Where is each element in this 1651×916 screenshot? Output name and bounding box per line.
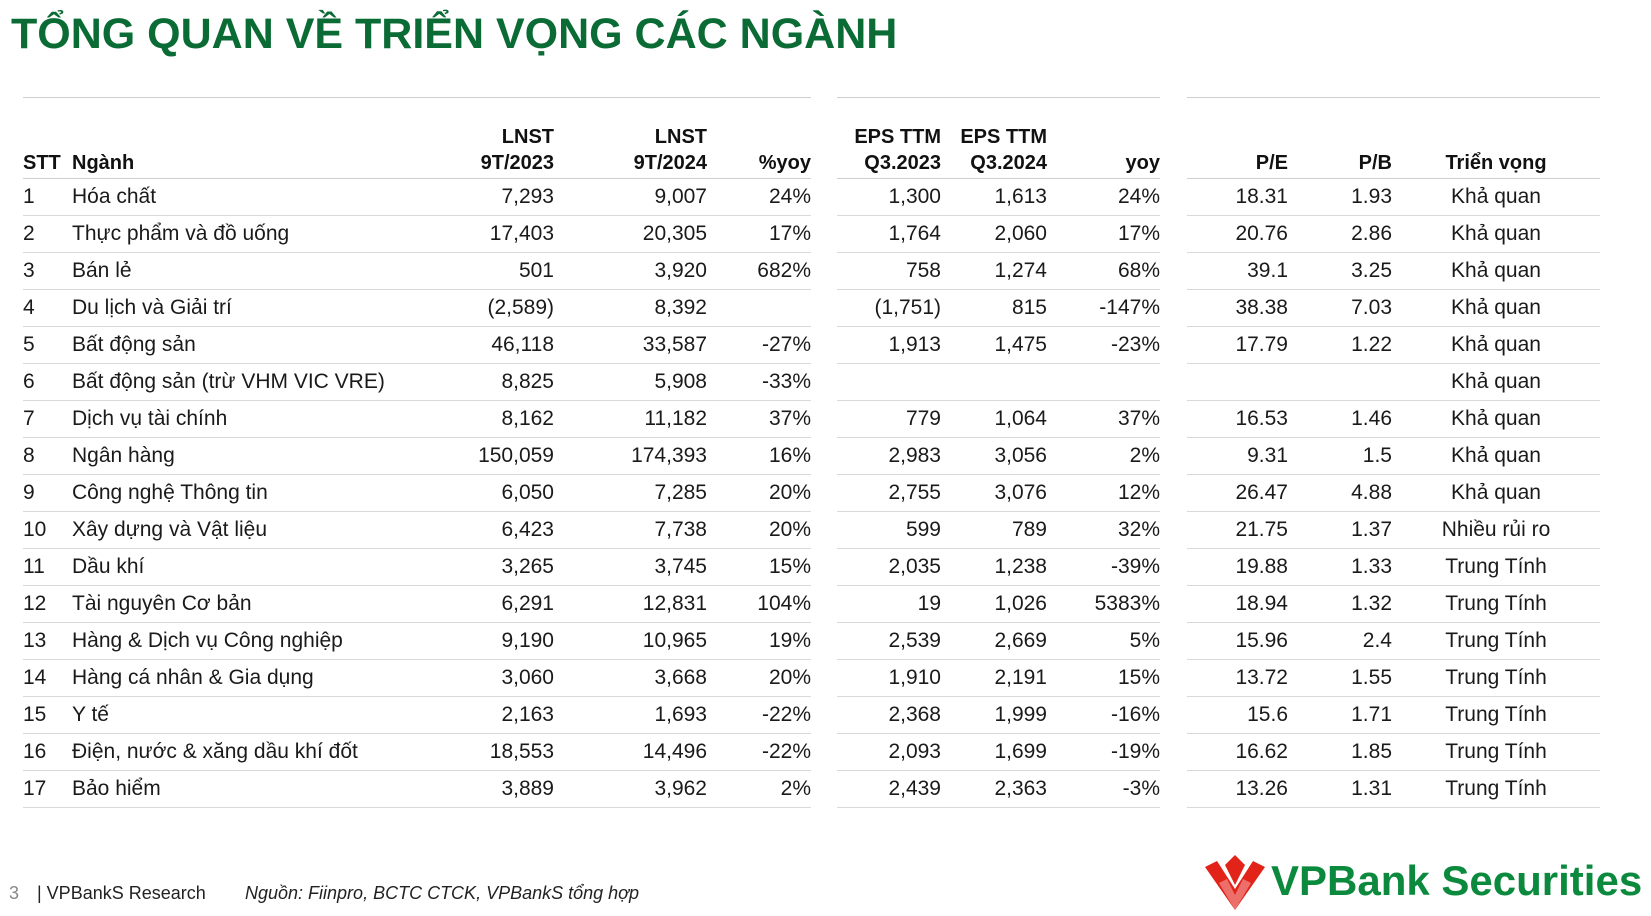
table-row (1187, 179, 1600, 216)
col-yoy-profit: %yoy (707, 122, 811, 179)
cell-sector: Công nghệ Thông tin (72, 475, 450, 512)
col-lnst-2024: LNST 9T/2024 (554, 122, 707, 179)
cell-eps-2023: 19 (837, 586, 941, 623)
cell-pe: 21.75 (1187, 512, 1288, 549)
cell-yoy-eps: 5383% (1047, 586, 1160, 623)
col-eps-2023: EPS TTM Q3.2023 (837, 122, 941, 179)
cell-eps-2023: 2,368 (837, 697, 941, 734)
table-row (23, 771, 811, 808)
cell-eps-2023: 599 (837, 512, 941, 549)
cell-eps-2024: 1,475 (941, 327, 1047, 364)
cell-eps-2023: 1,300 (837, 179, 941, 216)
cell-yoy-eps: -39% (1047, 549, 1160, 586)
cell-pe: 18.31 (1187, 179, 1288, 216)
cell-yoy-profit: -22% (707, 734, 811, 771)
cell-lnst-2024: 20,305 (554, 216, 707, 253)
cell-outlook: Trung Tính (1392, 586, 1600, 623)
cell-outlook: Khả quan (1392, 475, 1600, 512)
cell-yoy-eps: -147% (1047, 290, 1160, 327)
table-row (837, 623, 1160, 660)
cell-eps-2023: 2,983 (837, 438, 941, 475)
cell-lnst-2023: 17,403 (450, 216, 554, 253)
table-row (1187, 216, 1600, 253)
table-row (23, 512, 811, 549)
table-row (1187, 253, 1600, 290)
cell-sector: Bán lẻ (72, 253, 450, 290)
table-row (837, 512, 1160, 549)
cell-lnst-2023: (2,589) (450, 290, 554, 327)
table-row (1187, 771, 1600, 808)
table-row (23, 290, 811, 327)
cell-yoy-eps: -16% (1047, 697, 1160, 734)
col-pe: P/E (1187, 122, 1288, 179)
profit-table (23, 122, 811, 808)
cell-stt: 1 (23, 179, 72, 216)
cell-pb: 1.22 (1288, 327, 1392, 364)
table-row (1187, 401, 1600, 438)
table-row (1187, 549, 1600, 586)
cell-pb: 1.71 (1288, 697, 1392, 734)
cell-pb: 1.46 (1288, 401, 1392, 438)
cell-yoy-profit: 20% (707, 512, 811, 549)
cell-eps-2024: 2,363 (941, 771, 1047, 808)
cell-stt: 15 (23, 697, 72, 734)
cell-eps-2023: (1,751) (837, 290, 941, 327)
research-label: | VPBankS Research (37, 883, 206, 903)
table-row (1187, 438, 1600, 475)
cell-lnst-2023: 6,050 (450, 475, 554, 512)
cell-stt: 5 (23, 327, 72, 364)
cell-yoy-profit: 20% (707, 475, 811, 512)
cell-lnst-2023: 8,162 (450, 401, 554, 438)
table-row (23, 179, 811, 216)
cell-stt: 3 (23, 253, 72, 290)
cell-sector: Xây dựng và Vật liệu (72, 512, 450, 549)
table-row (23, 623, 811, 660)
header-row (1187, 122, 1600, 179)
cell-pe: 19.88 (1187, 549, 1288, 586)
table-row (23, 586, 811, 623)
cell-pe: 39.1 (1187, 253, 1288, 290)
header-row (23, 122, 811, 179)
cell-sector: Hóa chất (72, 179, 450, 216)
cell-stt: 13 (23, 623, 72, 660)
vpbank-securities-logo (1203, 855, 1651, 916)
cell-lnst-2023: 3,889 (450, 771, 554, 808)
cell-eps-2023: 2,439 (837, 771, 941, 808)
cell-lnst-2024: 33,587 (554, 327, 707, 364)
table-row (23, 549, 811, 586)
cell-yoy-eps (1047, 364, 1160, 401)
cell-sector: Dầu khí (72, 549, 450, 586)
col-outlook: Triển vọng (1392, 122, 1600, 179)
cell-pe: 20.76 (1187, 216, 1288, 253)
col-stt: STT (23, 122, 72, 179)
cell-pb: 7.03 (1288, 290, 1392, 327)
table-row (23, 216, 811, 253)
cell-lnst-2024: 5,908 (554, 364, 707, 401)
cell-sector: Du lịch và Giải trí (72, 290, 450, 327)
cell-pe: 9.31 (1187, 438, 1288, 475)
cell-yoy-profit: 104% (707, 586, 811, 623)
table-row (837, 253, 1160, 290)
cell-stt: 9 (23, 475, 72, 512)
cell-yoy-eps: 68% (1047, 253, 1160, 290)
cell-eps-2024: 2,191 (941, 660, 1047, 697)
cell-lnst-2024: 174,393 (554, 438, 707, 475)
cell-stt: 2 (23, 216, 72, 253)
table-row (837, 549, 1160, 586)
cell-pe: 16.62 (1187, 734, 1288, 771)
cell-outlook: Trung Tính (1392, 734, 1600, 771)
cell-eps-2024: 2,060 (941, 216, 1047, 253)
table-row (23, 401, 811, 438)
cell-pe: 13.26 (1187, 771, 1288, 808)
cell-pb: 2.4 (1288, 623, 1392, 660)
cell-eps-2024: 1,999 (941, 697, 1047, 734)
table-row (1187, 364, 1600, 401)
cell-lnst-2023: 7,293 (450, 179, 554, 216)
cell-lnst-2023: 3,060 (450, 660, 554, 697)
table-row (837, 771, 1160, 808)
cell-lnst-2023: 46,118 (450, 327, 554, 364)
cell-lnst-2024: 7,738 (554, 512, 707, 549)
cell-yoy-profit: -22% (707, 697, 811, 734)
cell-stt: 12 (23, 586, 72, 623)
cell-outlook: Trung Tính (1392, 771, 1600, 808)
cell-stt: 6 (23, 364, 72, 401)
table-row (23, 327, 811, 364)
divider (23, 97, 811, 98)
cell-lnst-2024: 9,007 (554, 179, 707, 216)
col-pb: P/B (1288, 122, 1392, 179)
cell-lnst-2024: 3,745 (554, 549, 707, 586)
cell-lnst-2024: 11,182 (554, 401, 707, 438)
cell-pb: 1.5 (1288, 438, 1392, 475)
cell-pb: 3.25 (1288, 253, 1392, 290)
col-lnst-2023: LNST 9T/2023 (450, 122, 554, 179)
table-row (837, 475, 1160, 512)
cell-lnst-2023: 2,163 (450, 697, 554, 734)
cell-pb: 1.33 (1288, 549, 1392, 586)
table-row (23, 438, 811, 475)
table-row (837, 290, 1160, 327)
table-row (837, 327, 1160, 364)
cell-outlook: Trung Tính (1392, 623, 1600, 660)
cell-pe: 26.47 (1187, 475, 1288, 512)
logo-text: VPBank Securities (1271, 857, 1643, 904)
table-row (23, 697, 811, 734)
cell-pb: 2.86 (1288, 216, 1392, 253)
cell-eps-2023: 2,539 (837, 623, 941, 660)
cell-eps-2024: 815 (941, 290, 1047, 327)
cell-eps-2024: 1,274 (941, 253, 1047, 290)
cell-outlook: Trung Tính (1392, 549, 1600, 586)
cell-eps-2023: 1,764 (837, 216, 941, 253)
cell-stt: 14 (23, 660, 72, 697)
cell-yoy-eps: 37% (1047, 401, 1160, 438)
cell-yoy-eps: 24% (1047, 179, 1160, 216)
cell-yoy-profit: -33% (707, 364, 811, 401)
cell-stt: 17 (23, 771, 72, 808)
cell-lnst-2023: 501 (450, 253, 554, 290)
cell-lnst-2023: 6,291 (450, 586, 554, 623)
cell-yoy-eps: 12% (1047, 475, 1160, 512)
divider (1187, 97, 1600, 98)
table-row (1187, 475, 1600, 512)
cell-eps-2023: 1,913 (837, 327, 941, 364)
cell-yoy-eps: 32% (1047, 512, 1160, 549)
table-row (837, 734, 1160, 771)
cell-pb: 1.55 (1288, 660, 1392, 697)
cell-sector: Bất động sản (72, 327, 450, 364)
cell-eps-2024: 1,026 (941, 586, 1047, 623)
cell-lnst-2023: 150,059 (450, 438, 554, 475)
cell-outlook: Khả quan (1392, 179, 1600, 216)
cell-sector: Ngân hàng (72, 438, 450, 475)
table-row (837, 586, 1160, 623)
cell-yoy-eps: 2% (1047, 438, 1160, 475)
cell-lnst-2023: 6,423 (450, 512, 554, 549)
cell-eps-2024 (941, 364, 1047, 401)
cell-pe: 15.6 (1187, 697, 1288, 734)
cell-sector: Bất động sản (trừ VHM VIC VRE) (72, 364, 450, 401)
table-row (837, 364, 1160, 401)
table-row (1187, 327, 1600, 364)
cell-yoy-eps: 5% (1047, 623, 1160, 660)
table-row (1187, 623, 1600, 660)
cell-pb: 1.31 (1288, 771, 1392, 808)
cell-stt: 8 (23, 438, 72, 475)
cell-pb: 1.93 (1288, 179, 1392, 216)
table-row (23, 475, 811, 512)
cell-lnst-2023: 9,190 (450, 623, 554, 660)
cell-yoy-eps: -23% (1047, 327, 1160, 364)
table-row (23, 364, 811, 401)
cell-outlook: Trung Tính (1392, 697, 1600, 734)
cell-eps-2024: 1,699 (941, 734, 1047, 771)
table-row (837, 401, 1160, 438)
cell-yoy-profit: 682% (707, 253, 811, 290)
cell-yoy-profit: 37% (707, 401, 811, 438)
cell-eps-2023: 2,755 (837, 475, 941, 512)
cell-yoy-profit: 20% (707, 660, 811, 697)
cell-outlook: Khả quan (1392, 327, 1600, 364)
cell-sector: Điện, nước & xăng dầu khí đốt (72, 734, 450, 771)
cell-pe: 18.94 (1187, 586, 1288, 623)
table-row (837, 216, 1160, 253)
cell-pb: 1.85 (1288, 734, 1392, 771)
table-row (837, 697, 1160, 734)
cell-sector: Y tế (72, 697, 450, 734)
cell-outlook: Khả quan (1392, 364, 1600, 401)
table-row (1187, 290, 1600, 327)
cell-eps-2024: 1,238 (941, 549, 1047, 586)
cell-sector: Hàng cá nhân & Gia dụng (72, 660, 450, 697)
cell-pb (1288, 364, 1392, 401)
cell-outlook: Khả quan (1392, 401, 1600, 438)
cell-pe: 38.38 (1187, 290, 1288, 327)
cell-stt: 10 (23, 512, 72, 549)
cell-yoy-profit: 2% (707, 771, 811, 808)
cell-eps-2023: 779 (837, 401, 941, 438)
cell-pb: 4.88 (1288, 475, 1392, 512)
cell-lnst-2024: 14,496 (554, 734, 707, 771)
cell-pe: 15.96 (1187, 623, 1288, 660)
cell-pe: 16.53 (1187, 401, 1288, 438)
cell-lnst-2024: 7,285 (554, 475, 707, 512)
cell-yoy-eps: 17% (1047, 216, 1160, 253)
cell-yoy-profit: -27% (707, 327, 811, 364)
cell-outlook: Khả quan (1392, 290, 1600, 327)
cell-sector: Bảo hiểm (72, 771, 450, 808)
cell-eps-2024: 2,669 (941, 623, 1047, 660)
table-row (23, 660, 811, 697)
cell-eps-2024: 1,613 (941, 179, 1047, 216)
cell-outlook: Trung Tính (1392, 660, 1600, 697)
table-row (1187, 697, 1600, 734)
cell-eps-2023: 1,910 (837, 660, 941, 697)
page-number: 3 (9, 883, 20, 903)
cell-lnst-2023: 8,825 (450, 364, 554, 401)
table-row (23, 253, 811, 290)
cell-eps-2024: 3,076 (941, 475, 1047, 512)
eps-table (837, 122, 1160, 808)
cell-sector: Tài nguyên Cơ bản (72, 586, 450, 623)
cell-lnst-2024: 12,831 (554, 586, 707, 623)
table-row (837, 660, 1160, 697)
cell-pb: 1.37 (1288, 512, 1392, 549)
cell-lnst-2024: 3,668 (554, 660, 707, 697)
cell-pe: 17.79 (1187, 327, 1288, 364)
cell-pb: 1.32 (1288, 586, 1392, 623)
cell-lnst-2024: 3,920 (554, 253, 707, 290)
cell-yoy-eps: -19% (1047, 734, 1160, 771)
col-sector: Ngành (72, 122, 450, 179)
cell-stt: 11 (23, 549, 72, 586)
cell-eps-2023: 2,093 (837, 734, 941, 771)
cell-pe: 13.72 (1187, 660, 1288, 697)
cell-outlook: Khả quan (1392, 216, 1600, 253)
cell-eps-2023 (837, 364, 941, 401)
cell-eps-2024: 789 (941, 512, 1047, 549)
cell-pe (1187, 364, 1288, 401)
vpbank-logo-icon (1203, 855, 1267, 911)
col-yoy-eps: yoy (1047, 122, 1160, 179)
cell-stt: 7 (23, 401, 72, 438)
table-row (23, 734, 811, 771)
cell-yoy-profit: 19% (707, 623, 811, 660)
table-row (1187, 512, 1600, 549)
cell-outlook: Khả quan (1392, 253, 1600, 290)
header-row (837, 122, 1160, 179)
cell-stt: 16 (23, 734, 72, 771)
cell-yoy-profit: 16% (707, 438, 811, 475)
cell-lnst-2024: 1,693 (554, 697, 707, 734)
cell-sector: Dịch vụ tài chính (72, 401, 450, 438)
cell-sector: Hàng & Dịch vụ Công nghiệp (72, 623, 450, 660)
cell-yoy-eps: -3% (1047, 771, 1160, 808)
cell-lnst-2024: 10,965 (554, 623, 707, 660)
cell-sector: Thực phẩm và đồ uống (72, 216, 450, 253)
source-note: Nguồn: Fiinpro, BCTC CTCK, VPBankS tổng hợp (245, 883, 640, 903)
cell-outlook: Khả quan (1392, 438, 1600, 475)
cell-eps-2024: 1,064 (941, 401, 1047, 438)
cell-eps-2023: 2,035 (837, 549, 941, 586)
table-row (1187, 660, 1600, 697)
cell-lnst-2024: 8,392 (554, 290, 707, 327)
cell-lnst-2023: 18,553 (450, 734, 554, 771)
cell-yoy-profit (707, 290, 811, 327)
table-row (1187, 586, 1600, 623)
cell-outlook: Nhiều rủi ro (1392, 512, 1600, 549)
cell-yoy-profit: 15% (707, 549, 811, 586)
cell-eps-2023: 758 (837, 253, 941, 290)
col-eps-2024: EPS TTM Q3.2024 (941, 122, 1047, 179)
table-row (837, 438, 1160, 475)
cell-lnst-2024: 3,962 (554, 771, 707, 808)
cell-lnst-2023: 3,265 (450, 549, 554, 586)
table-row (837, 179, 1160, 216)
cell-stt: 4 (23, 290, 72, 327)
divider (837, 97, 1160, 98)
valuation-table (1187, 122, 1600, 808)
cell-yoy-profit: 24% (707, 179, 811, 216)
cell-yoy-profit: 17% (707, 216, 811, 253)
cell-yoy-eps: 15% (1047, 660, 1160, 697)
table-row (1187, 734, 1600, 771)
cell-eps-2024: 3,056 (941, 438, 1047, 475)
page-title: TỔNG QUAN VỀ TRIỂN VỌNG CÁC NGÀNH (11, 10, 898, 58)
